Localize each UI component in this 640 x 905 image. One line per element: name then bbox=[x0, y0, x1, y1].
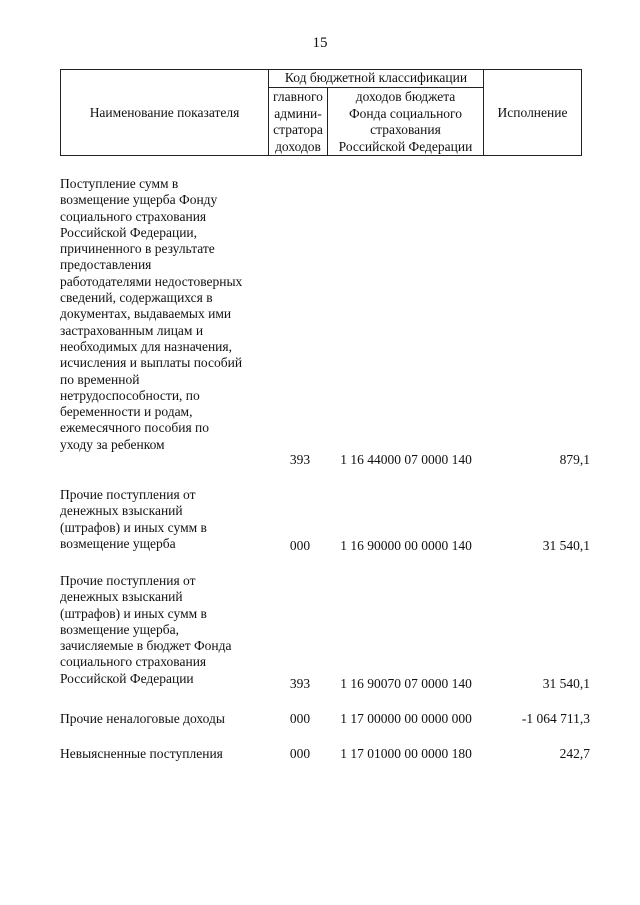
table-row bbox=[60, 176, 590, 466]
table-row bbox=[60, 487, 590, 557]
header-group-divider bbox=[268, 87, 483, 88]
row-income-code: 1 17 01000 00 0000 180 bbox=[340, 746, 472, 761]
table-row bbox=[60, 711, 590, 729]
table-header bbox=[60, 69, 582, 156]
row-value: -1 064 711,3 bbox=[521, 711, 590, 726]
row-admin-code: 393 bbox=[289, 676, 311, 691]
row-admin-code: 393 bbox=[289, 452, 311, 467]
header-execution-column: Исполнение bbox=[497, 105, 568, 120]
header-name-column: Наименование показателя bbox=[89, 105, 240, 120]
row-income-code: 1 16 90070 07 0000 140 bbox=[340, 676, 472, 691]
row-income-code: 1 16 90000 00 0000 140 bbox=[340, 538, 472, 553]
row-admin-code: 000 bbox=[289, 711, 311, 726]
row-income-code: 1 17 00000 00 0000 000 bbox=[340, 711, 472, 726]
header-right-border bbox=[581, 69, 582, 156]
row-admin-code: 000 bbox=[289, 538, 311, 553]
row-name: Прочие поступления от денежных взысканий (штрафов) и иных сумм в возмещение ущерба, зачисляемые в бюджет Фонда социального страхования Российской Федерации bbox=[60, 573, 232, 686]
row-admin-code: 000 bbox=[289, 746, 311, 761]
row-name: Прочие поступления от денежных взысканий (штрафов) и иных сумм в возмещение ущерба bbox=[60, 487, 207, 551]
header-income-column: доходов бюджета Фонда социального страхования Российской Федерации bbox=[338, 89, 473, 154]
header-budget-code-group: Код бюджетной классификации bbox=[284, 70, 468, 85]
row-income-code: 1 16 44000 07 0000 140 bbox=[340, 452, 472, 467]
row-value: 31 540,1 bbox=[542, 676, 590, 691]
row-value: 879,1 bbox=[559, 452, 590, 467]
row-name: Невыясненные поступления bbox=[60, 746, 223, 761]
row-value: 31 540,1 bbox=[542, 538, 590, 553]
row-value: 242,7 bbox=[559, 746, 590, 761]
row-name: Поступление сумм в возмещение ущерба Фонду социального страхования Российской Федерации, причиненного в результате предоставления работодателями недостоверных сведений, содержащихся в документах, выдаваемых ими застрахованным лицам и необходимых для назначения, исчисления и выплаты пособий по временной нетрудоспособности, по беременности и родам, ежемесячного пособия по уходу за ребенком bbox=[60, 176, 243, 452]
row-name: Прочие неналоговые доходы bbox=[60, 711, 225, 726]
header-bottom-border bbox=[60, 155, 582, 156]
table-row bbox=[60, 746, 590, 764]
header-admin-column: главного админи- стратора доходов bbox=[273, 89, 323, 154]
table-row bbox=[60, 573, 590, 693]
page-number: 15 bbox=[312, 35, 328, 51]
